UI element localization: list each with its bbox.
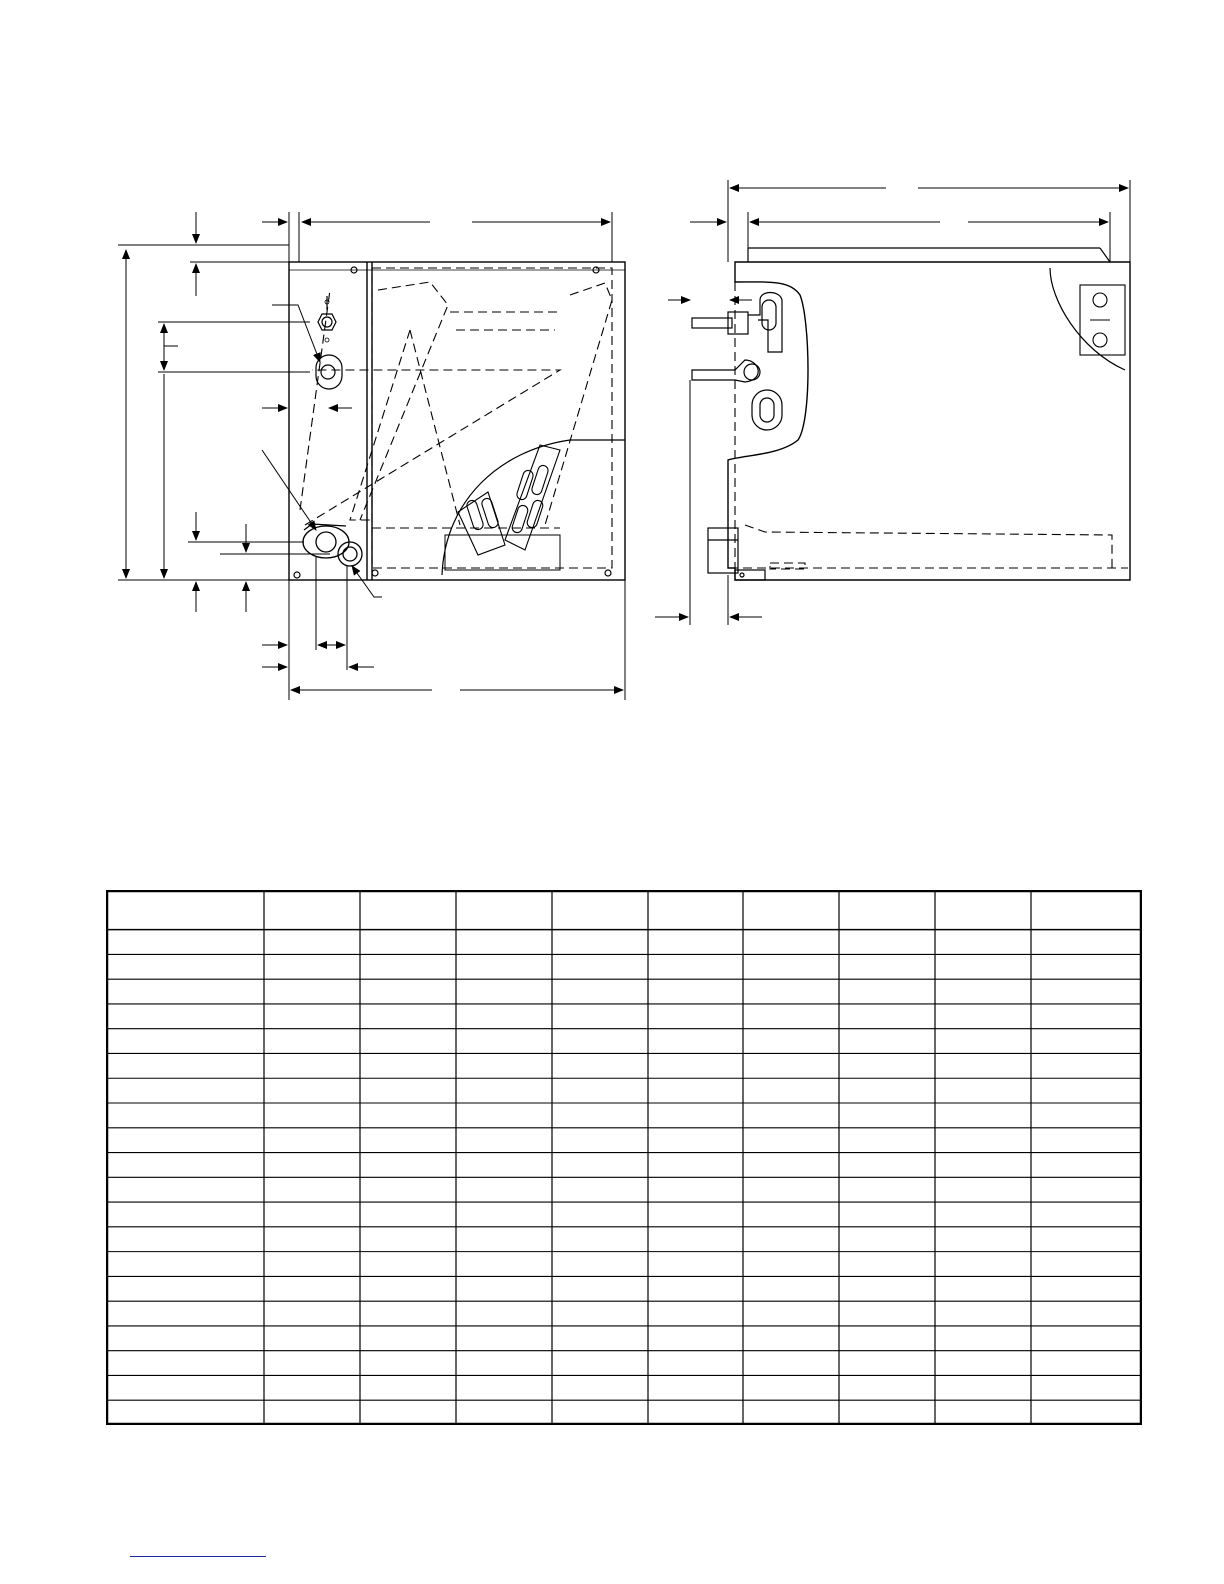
front-cutaway-edge xyxy=(442,440,625,575)
footer-rule xyxy=(130,1556,266,1557)
spec-table-grid xyxy=(106,890,1142,1425)
liquid-line-fitting xyxy=(316,296,342,389)
corner-screws xyxy=(294,267,611,578)
dimension-spec-table xyxy=(106,890,1142,1425)
refrigerant-piping xyxy=(692,293,782,581)
side-coil-bracket xyxy=(1080,285,1125,355)
table-outer-border xyxy=(107,891,1141,1424)
a-coil-hidden-lines xyxy=(300,268,612,568)
front-view xyxy=(118,212,625,700)
evaporator-coil-dimension-drawing xyxy=(0,0,1224,760)
side-dimension-lines xyxy=(655,180,1130,625)
suction-and-drain-fittings xyxy=(303,524,362,566)
front-cabinet-outline xyxy=(289,262,625,580)
drain-pan-hidden-lines xyxy=(735,282,1128,569)
side-view xyxy=(655,180,1130,625)
coil-slab-right xyxy=(505,445,560,550)
